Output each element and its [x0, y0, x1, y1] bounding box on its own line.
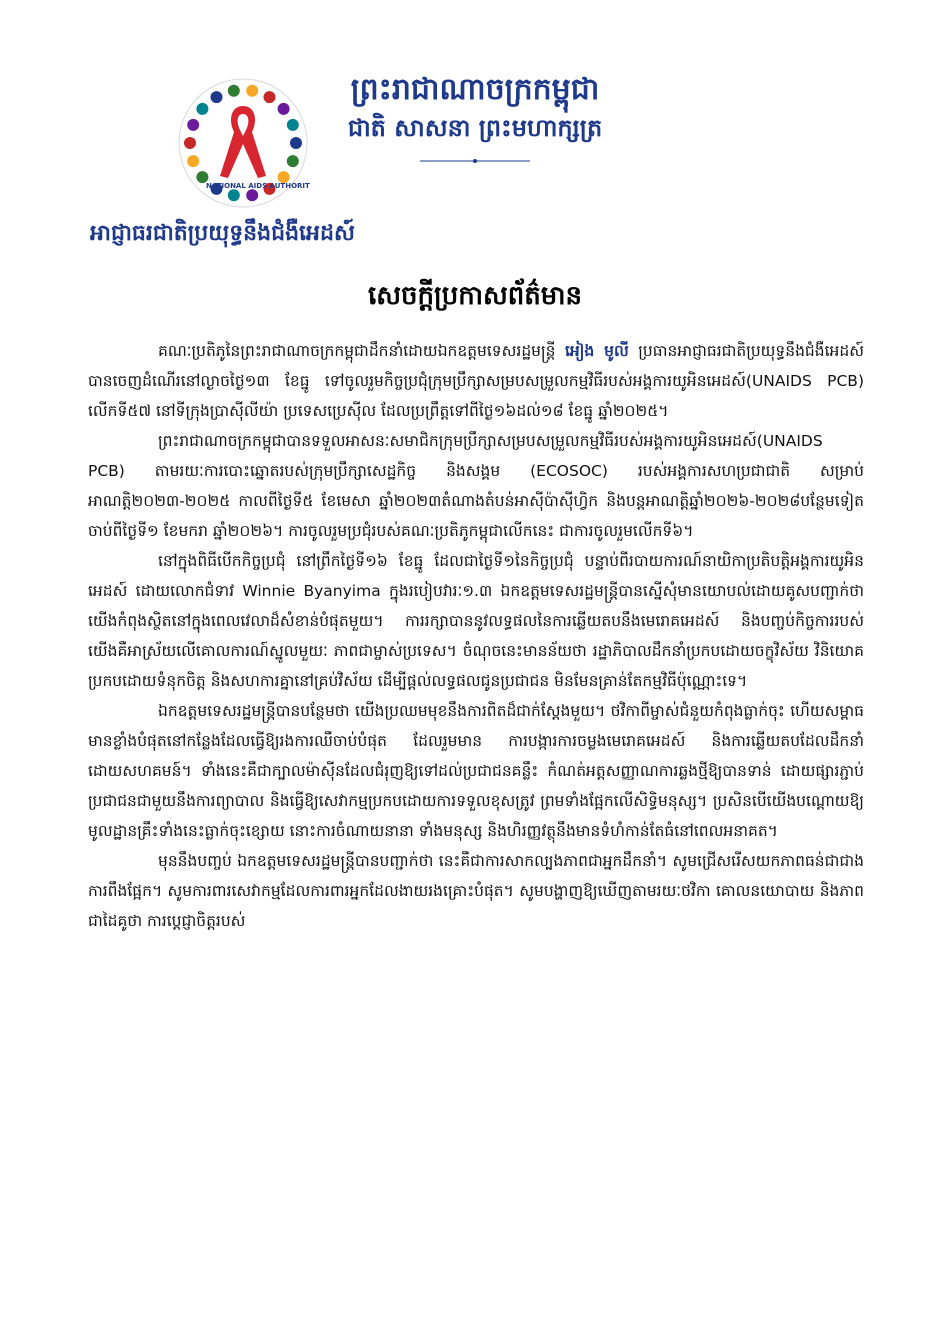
- ornament-divider: [420, 156, 530, 166]
- paragraph-1-lead: គណៈប្រតិភូនៃព្រះរាជាណាចក្រកម្ពុជាដឹកនាំដោយឯកឧត្តមទេសរដ្ឋមន្ត្រី: [158, 342, 565, 360]
- paragraph-4: ឯកឧត្តមទេសរដ្ឋមន្ត្រីបានបន្ថែមថា យើងប្រឈមមុខនឹងការពិតដ៏ជាក់ស្តែងមួយ។ ថវិកាពីម្ចាស់ជំនួយកំពុងធ្លាក់ចុះ ហើយសម្ពាធមានខ្លាំងបំផុតនៅកន្លែងដែលធ្វើឱ្យរងការឈឺចាប់បំផុត ដែលរួមមាន ការបង្ការការចម្លងមេរោគអេដស៍ និងការឆ្លើយតបដែលដឹកនាំដោយសហគមន៍។ ទាំងនេះគឺជាក្បាលម៉ាស៊ីនដែលជំរុញឱ្យទៅដល់ប្រជាជនគន្លឹះ កំណត់អត្តសញ្ញាណការឆ្លងថ្មីឱ្យបានទាន់ ដោយផ្សារភ្ជាប់ប្រជាជនជាមួយនឹងការព្យាបាល និងធ្វើឱ្យសេវាកម្មប្រកបដោយការទទួលខុសត្រូវ ព្រមទាំងផ្អែកលើសិទ្ធិមនុស្ស។ ប្រសិនបើយើងបណ្តោយឱ្យមូលដ្ឋានគ្រឹះទាំងនេះធ្លាក់ចុះខ្សោយ នោះការចំណាយនានា ទាំងមនុស្ស និងហិរញ្ញវត្ថុនឹងមានទំហំកាន់តែធំនៅពេលអនាគត។: [88, 702, 864, 840]
- national-motto: ជាតិ សាសនា ព្រះមហាក្សត្រ: [347, 113, 603, 142]
- authority-name: អាជ្ញាធរជាតិប្រយុទ្ធនឹងជំងឺអេដស៍: [90, 220, 355, 246]
- page-title: សេចក្តីប្រកាសព័ត៌មាន: [367, 281, 583, 311]
- logo-figure: [187, 119, 199, 131]
- paragraph-2: ព្រះរាជាណាចក្រកម្ពុជាបានទទួលអាសនៈសមាជិកក្រុមប្រឹក្សាសម្របសម្រួលកម្មវិធីរបស់អង្គការយូអិនអេដស៍(UNAIDS PCB) តាមរយៈការបោះឆ្នោតរបស់ក្រុមប្រឹក្សាសេដ្ឋកិច្ច និងសង្គម (ECOSOC) របស់អង្គការសហប្រជាជាតិ សម្រាប់អាណត្តិ២០២៣-២០២៥ កាលពីថ្ងៃទី៥ ខែមេសា ឆ្នាំ២០២៣តំណាងតំបន់អាស៊ីប៉ាស៊ីហ្វិក និងបន្តអាណត្តិឆ្នាំ២០២៦-២០២៨បន្ថែមទៀត ចាប់ពីថ្ងៃទី១ ខែមករា ឆ្នាំ២០២៦។ ការចូលរួមប្រជុំរបស់គណៈប្រតិភូកម្ពុជាលើកនេះ ជាការចូលរួមលើកទី៦។: [88, 432, 864, 540]
- press-release-body: [88, 336, 864, 936]
- kingdom-heading: ព្រះរាជាណាចក្រកម្ពុជា: [350, 72, 600, 107]
- logo-figure: [278, 103, 290, 115]
- logo-figure: [196, 103, 208, 115]
- paragraph-3: នៅក្នុងពិធីបើកកិច្ចប្រជុំ នៅព្រឹកថ្ងៃទី១៦ ខែធ្នូ ដែលជាថ្ងៃទី១នៃកិច្ចប្រជុំ បន្ទាប់ពីរបាយការណ៍នាយិកាប្រតិបត្តិអង្គការយូអិនអេដស៍ ដោយលោកជំទាវ Winnie Byanyima ក្នុងរបៀបវារៈ១.៣ ឯកឧត្តមទេសរដ្ឋមន្ត្រីបានស្នើសុំមានយោបល់ដោយគូសបញ្ជាក់ថា យើងកំពុងស្ថិតនៅក្នុងពេលវេលាដ៏សំខាន់បំផុតមួយ។ ការរក្សាបាននូវលទ្ធផលនៃការឆ្លើយតបនឹងមេរោគអេដស៍ និងបញ្ចប់កិច្ចការរបស់យើងគឺអាស្រ័យលើគោលការណ៍ស្នូលមួយៈ ភាពជាម្ចាស់ប្រទេស។ ចំណុចនេះមានន័យថា រដ្ឋាភិបាលដឹកនាំប្រកបដោយចក្ខុវិស័យ វិនិយោគប្រកបដោយទំនុកចិត្ត និងសហការគ្នានៅគ្រប់វិស័យ ដើម្បីផ្តល់លទ្ធផលជូនប្រជាជន មិនមែនគ្រាន់តែកម្មវិធីប៉ុណ្ណោះទេ។: [88, 552, 864, 690]
- national-aids-authority-logo: [176, 76, 310, 210]
- paragraph-1-rest: ប្រធានអាជ្ញាធរជាតិប្រយុទ្ធនឹងជំងឺអេដស៍ បានចេញដំណើរនៅល្ងាចថ្ងៃ១៣ ខែធ្នូ ទៅចូលរួមកិច្ចប្រជុំក្រុមប្រឹក្សាសម្របសម្រួលកម្មវិធីរបស់អង្គការយូអិនអេដស៍(UNAIDS PCB) លើកទី៥៧ នៅទីក្រុងប្រាស៊ីលីយ៉ា ប្រទេសប្រេស៊ីល ដែលប្រព្រឹត្តទៅពីថ្ងៃ១៦ដល់១៨ ខែធ្នូ ឆ្នាំ២០២៥។: [88, 342, 864, 420]
- paragraph-5: មុននឹងបញ្ចប់ ឯកឧត្តមទេសរដ្ឋមន្ត្រីបានបញ្ជាក់ថា នេះគឺជាការសាកល្បងភាពជាអ្នកដឹកនាំ។ សូមជ្រើសរើសយកភាពធន់ជាជាងការពឹងផ្អែក។ សូមការពារសេវាកម្មដែលការពារអ្នកដែលងាយរងគ្រោះបំផុត។ សូមបង្ហាញឱ្យឃើញតាមរយៈថវិកា គោលនយោបាយ និងភាពជាដៃគូថា ការប្តេជ្ញាចិត្តរបស់: [88, 852, 864, 930]
- logo-figure: [184, 137, 196, 149]
- logo-figure: [187, 155, 199, 167]
- logo-figure: [287, 155, 299, 167]
- minister-name: អៀង មូលី: [564, 342, 629, 360]
- logo-figure: [290, 137, 302, 149]
- logo-figure: [246, 189, 258, 201]
- logo-figure: [228, 85, 240, 97]
- logo-figure: [264, 91, 276, 103]
- logo-figure: [246, 85, 258, 97]
- logo-figure: [287, 119, 299, 131]
- logo-figure: [228, 189, 240, 201]
- logo-figure: [211, 91, 223, 103]
- paragraph-1: [88, 336, 864, 426]
- logo-text: NATIONAL AIDS AUTHORITY: [206, 182, 310, 190]
